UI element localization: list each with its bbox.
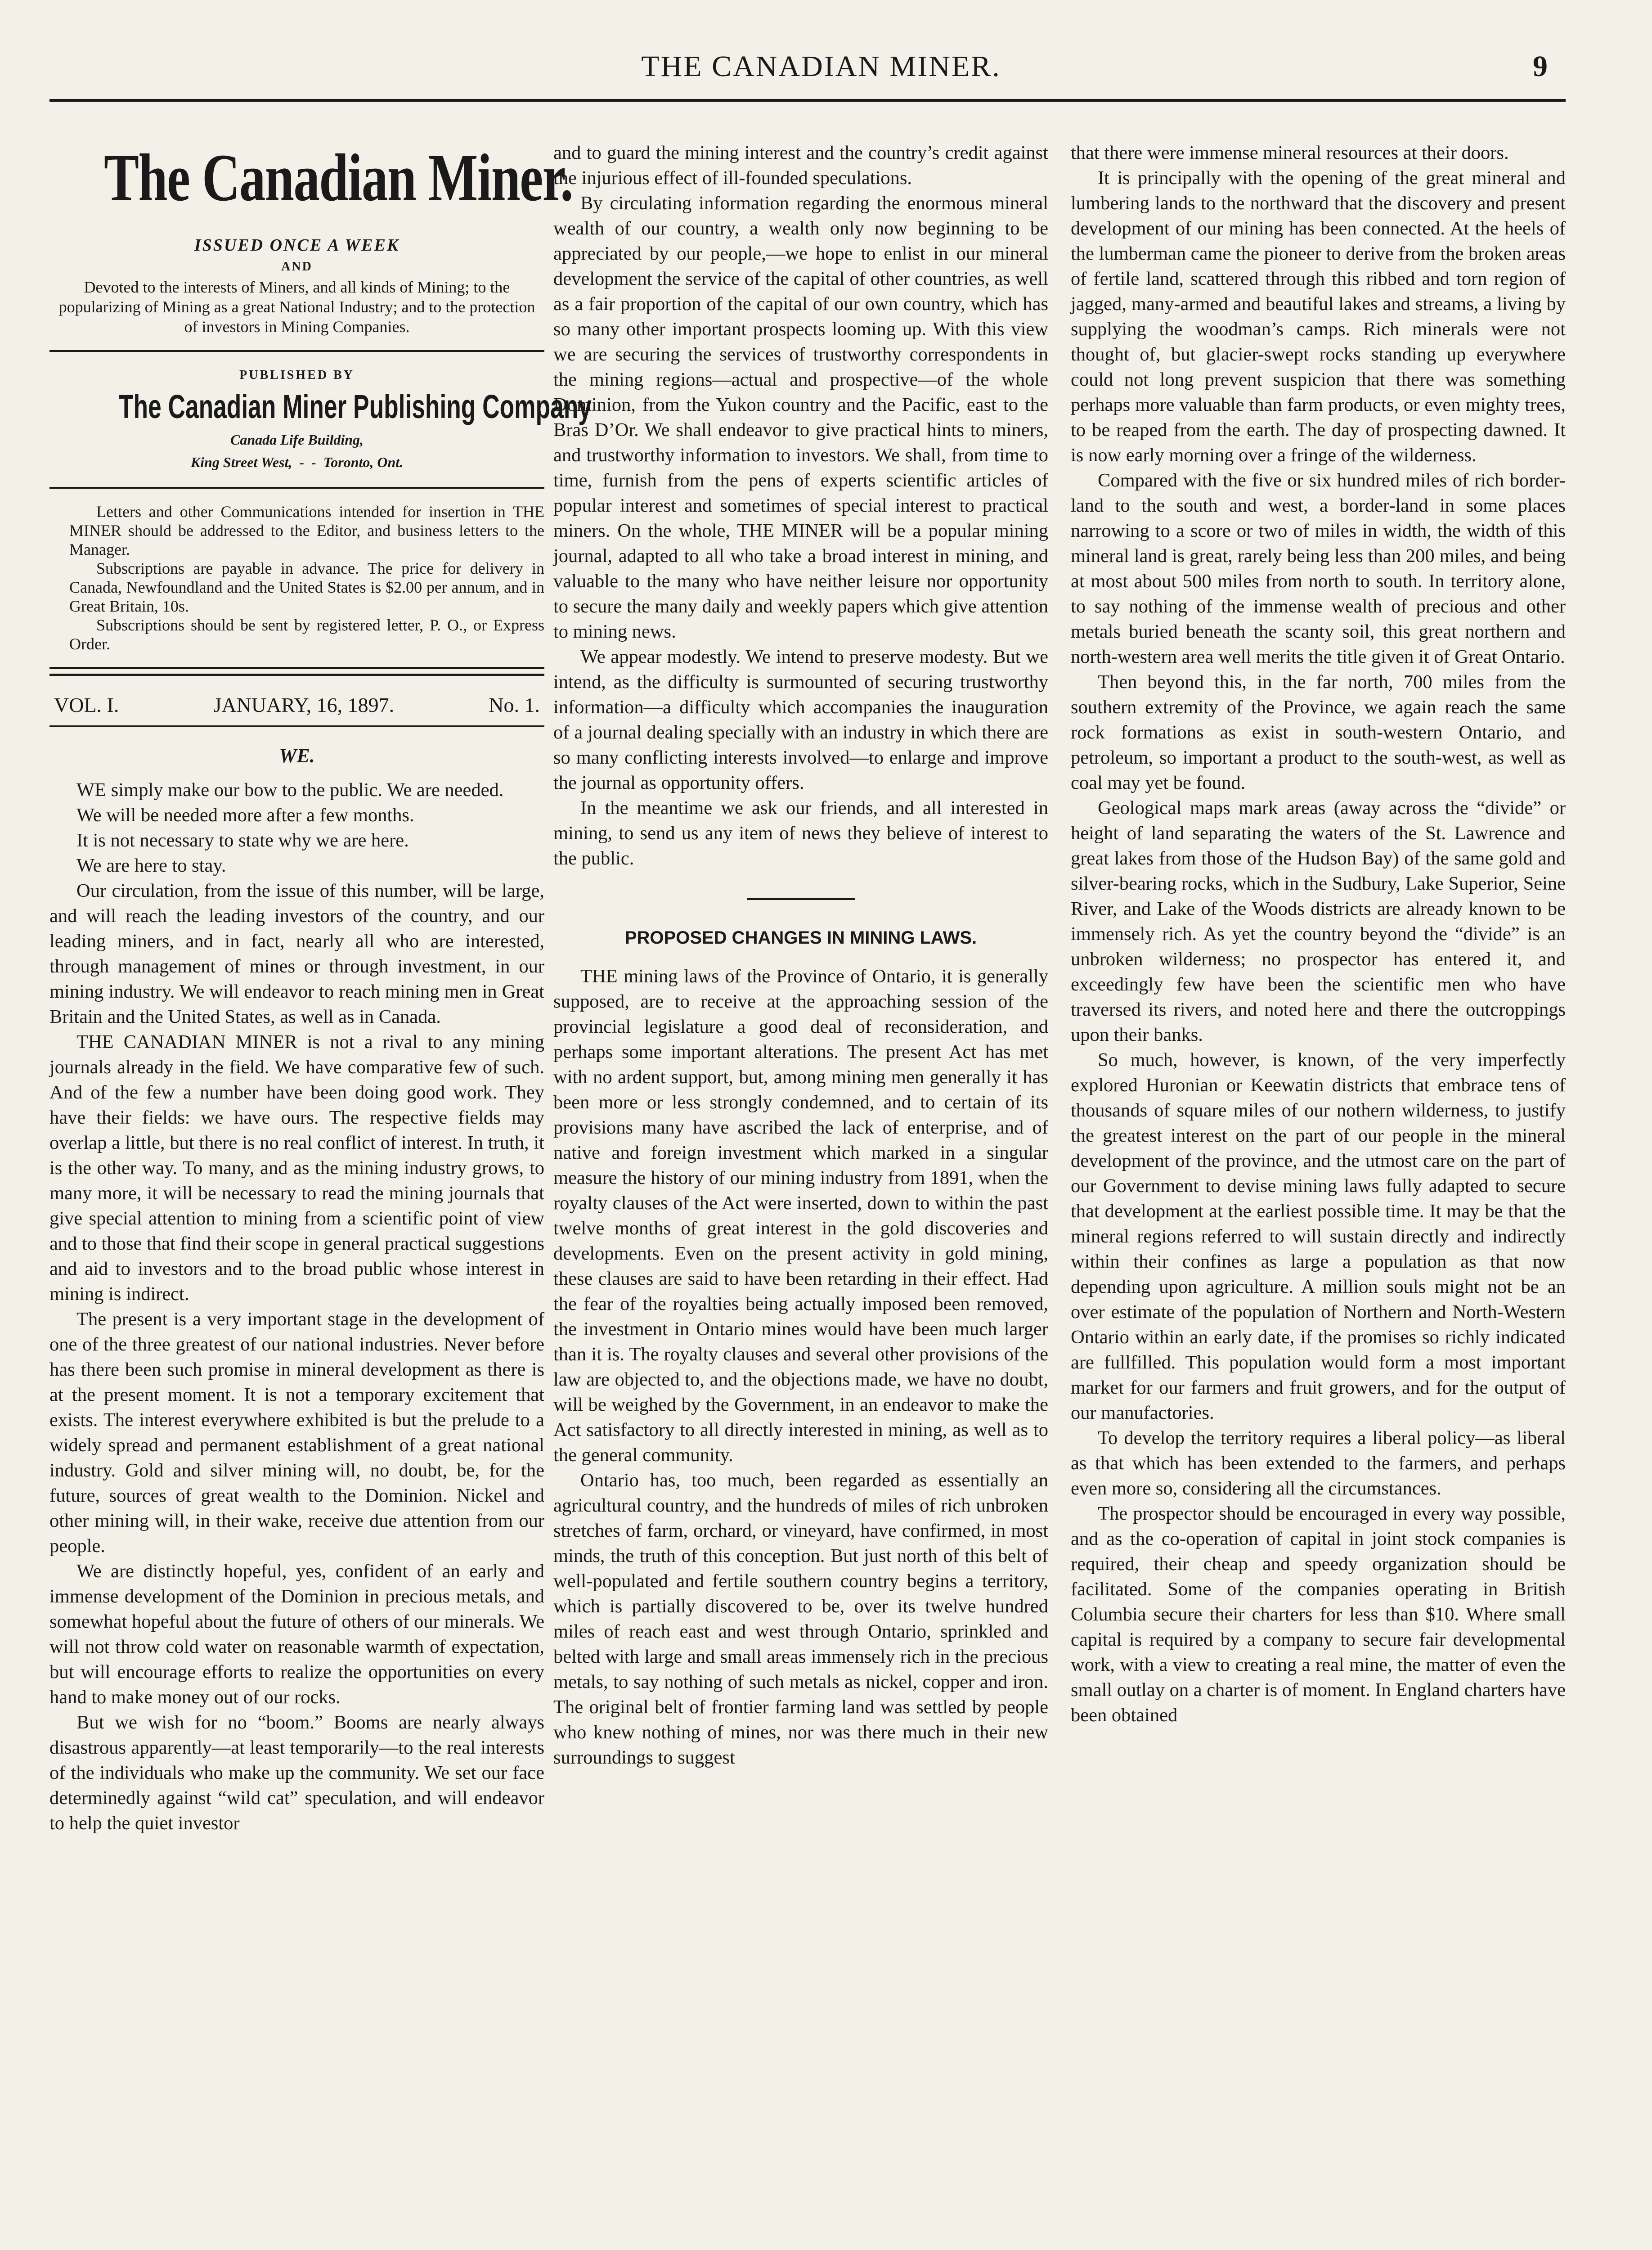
column-3	[1071, 140, 1566, 1728]
article-paragraph: To develop the territory requires a liberal policy—as liberal as that which has been extended to the farmers, and perhaps even more so, considering all the circumstances.	[1071, 1427, 1566, 1499]
publisher-building: Canada Life Building,	[230, 432, 364, 448]
article-we-heading: WE.	[279, 745, 315, 767]
article-paragraph: By circulating information regarding the enormous mineral wealth of our country, a wealth only now beginning to be appreciated by our people,—we hope to enlist in our mineral development the service of the capital of other countries, as well as a fair proportion of the capital of our own country, which has so many other important prospects looming up. With this view we are securing the services of trustworthy correspondents in the mining regions—actual and prospective—of the whole Dominion, from the Yukon country and the Pacific, east to the Bras D’Or. We shall endeavor to give practical hints to miners, and trustworthy information to investors. We shall, from time to time, furnish from the pens of experts scientific articles of popular interest and sometimes of special interest to practical miners. On the whole, THE MINER will be a popular mining journal, adapted to all who take a broad interest in mining, and valuable to the many who have neither leisure nor opportunity to secure the many daily and weekly papers which give attention to mining news.	[553, 193, 1048, 642]
article-paragraph: We will be needed more after a few months.	[76, 805, 414, 826]
article-paragraph: THE CANADIAN MINER is not a rival to any mining journals already in the field. We have comparative few of such. And of the few a number have been doing good work. They have their fields: we have ours. The respective fields may overlap a little, but there is no real conflict of interest. In truth, it is the other way. To many, and as the mining industry grows, to many more, it will be necessary to read the mining journals that give special attention to mining from a scientific point of view and to those that find their scope in general practical suggestions and aid to investors and to the broad public whose interest in mining is indirect.	[49, 1031, 544, 1305]
article-paragraph: But we wish for no “boom.” Booms are nearly always disastrous apparently—at least temporarily—to the real interests of the individuals who make up the community. We set our face determinedly against “wild cat” speculation, and will endeavor to help the quiet investor	[49, 1712, 544, 1834]
article-paragraph: It is not necessary to state why we are here.	[76, 830, 409, 851]
published-by-label: PUBLISHED BY	[239, 368, 355, 382]
and-label: AND	[281, 260, 313, 274]
article-paragraph: The prospector should be encouraged in every way possible, and as the co-operation of capital in joint stock companies is required, their cheap and speedy organization should be facilitated. Some of the companies operating in British Columbia secure their charters for less than $10. Where small capital is required by a company to secure fair developmental work, with a view to creating a real mine, the matter of even the small outlay on a charter is of moment. In England charters have been obtained	[1071, 1503, 1566, 1726]
masthead-rule	[49, 350, 544, 352]
article-paragraph: Our circulation, from the issue of this number, will be large, and will reach the leading investors of the country, and our leading miners, and in fact, nearly all who are interested, through management of mines or through investment, in our mining industry. We will endeavor to reach mining men in Great Britain and the United States, as well as in Canada.	[49, 880, 544, 1027]
address-rule	[49, 487, 544, 489]
volume-number: VOL. I.	[54, 693, 119, 716]
issue-number: No. 1.	[489, 693, 540, 716]
running-head	[0, 18, 1652, 108]
notice-letters: Letters and other Communications intended for insertion in THE MINER should be addressed to the Editor, and business letters to the Manager.	[69, 503, 544, 558]
publisher-address: King Street West, - - Toronto, Ont.	[190, 454, 404, 470]
volume-line	[49, 689, 544, 721]
article-paragraph: We are distinctly hopeful, yes, confident of an early and immense development of the Dominion in precious metals, and somewhat hopeful about the future of others of our minerals. We will not throw cold water on reasonable warmth of expectation, but will encourage efforts to realize the opportunities on every hand to make money out of our rocks.	[49, 1561, 544, 1708]
masthead-title: The Canadian Miner.	[104, 140, 573, 215]
article-paragraph: We appear modestly. We intend to preserve modesty. But we intend, as the difficulty is surmounted of securing trustworthy information—a difficulty which accompanies the inauguration of a journal dealing specially with an industry in which there are so many conflicting interests involved—to enlarge and improve the journal as opportunity offers.	[553, 646, 1048, 793]
notice-subscription-price: Subscriptions are payable in advance. The price for delivery in Canada, Newfoundland and the United States is $2.00 per annum, and in Great Britain, 10s.	[69, 559, 544, 615]
issued-once-a-week: ISSUED ONCE A WEEK	[194, 236, 400, 255]
article-paragraph: Compared with the five or six hundred miles of rich border-land to the south and west, a border-land in some places narrowing to a score or two of miles in width, the width of this mineral land is great, rarely being less than 200 miles, and being at most about 500 miles from north to south. In territory alone, to say nothing of the immense wealth of precious and other metals buried beneath the scanty soil, this great northern and north-western area well merits the title given it of Great Ontario.	[1071, 470, 1566, 667]
article-paragraph: In the meantime we ask our friends, and all interested in mining, to send us any item of news they believe of interest to the public.	[553, 797, 1048, 869]
article-paragraph: that there were immense mineral resources at their doors.	[1071, 142, 1509, 163]
article-paragraph: THE mining laws of the Province of Ontario, it is generally supposed, are to receive at the approaching session of the provincial legislature a good deal of reconsideration, and perhaps some important alterations. The present Act has met with no ardent support, but, among mining men generally it has been more or less strongly condemned, and to certain of its provisions many have ascribed the lack of enterprise, and of native and foreign investment which marked in a singular measure the history of our mining industry from 1891, when the royalty clauses of the Act were inserted, down to within the past twelve months of great interest in the gold discoveries and developments. Even on the present activity in gold mining, these clauses are said to have been retarding in their effect. Had the fear of the royalties being actually imposed been removed, the investment in Ontario mines would have been much larger than it is. The royalty clauses and several other provisions of the law are objected to, and the objections made, we have no doubt, will be weighed by the Government, in an endeavor to make the Act satisfactory to all directly interested in mining, as well as to the general community.	[553, 966, 1048, 1466]
article-paragraph: So much, however, is known, of the very imperfectly explored Huronian or Keewatin districts that embrace tens of thousands of square miles of our nothern wilderness, to justify the greatest interest on the part of our people in the mineral development of the province, and the utmost care on the part of our Government to devise mining laws fully adapted to secure that development at the earliest possible time. It may be that the mineral regions referred to will sustain directly and indirectly within their confines as large a population as that now depending upon agriculture. A million souls might not be an over estimate of the population of Northern and North-Western Ontario within an early date, if the promises so richly indicated are fullfilled. This population would form a most important market for our farmers and fruit growers, and for the output of our manufactories.	[1071, 1049, 1566, 1423]
volume-rule-bottom	[49, 725, 544, 727]
publisher-name: The Canadian Miner Publishing Company	[118, 388, 592, 425]
article-paragraph: We are here to stay.	[76, 855, 226, 876]
masthead	[49, 140, 592, 489]
article-paragraph: Geological maps mark areas (away across the “divide” or height of land separating the waters of the St. Lawrence and great lakes from those of the Hudson Bay) of the same gold and silver-bearing rocks, which in the Sudbury, Lake Superior, Seine River, and Lake of the Woods districts are already known to be immensely rich. As yet the country beyond the “divide” is an unbroken wilderness; no prospector has entered it, and exceedingly few have been the scientific men who have traversed its rivers, and noted here and there the outcroppings upon their banks.	[1071, 797, 1566, 1045]
notice-subscription-method: Subscriptions should be sent by registered letter, P. O., or Express Order.	[69, 616, 544, 653]
header-rule	[49, 99, 1566, 102]
running-head-title: THE CANADIAN MINER.	[641, 50, 1001, 83]
article-paragraph: Then beyond this, in the far north, 700 miles from the southern extremity of the Province, we again reach the same rock formations as exist in south-western Ontario, and petroleum, so important a product to the south-west, as well as coal may yet be found.	[1071, 671, 1566, 793]
page-number: 9	[1533, 50, 1548, 83]
article-paragraph: Ontario has, too much, been regarded as essentially an agricultural country, and the hundreds of miles of rich unbroken stretches of farm, orchard, or vineyard, have confirmed, in most minds, the truth of this conception. But just north of this belt of well-populated and fertile southern country begins a territory, which is partially discovered to be, over its twelve hundred miles of reach east and west through Ontario, sprinkled and belted with large and small areas immensely rich in the precious metals, to say nothing of such metals as nickel, copper and iron. The original belt of frontier farming land was settled by people who knew nothing of mines, nor was there much in their new surroundings to suggest	[553, 1470, 1048, 1768]
article-separator	[747, 898, 855, 900]
volume-rule-top	[49, 667, 544, 676]
devoted-statement: Devoted to the interests of Miners, and all kinds of Mining; to the popularizing of Mining as a great National Industry; and to the protection of investors in Mining Companies.	[58, 278, 535, 336]
article-paragraph: and to guard the mining interest and the country’s credit against the injurious effect of ill-founded speculations.	[553, 142, 1048, 189]
article-laws-heading: PROPOSED CHANGES IN MINING LAWS.	[624, 928, 977, 948]
column-1	[49, 135, 592, 1836]
article-paragraph: It is principally with the opening of the great mineral and lumbering lands to the northward that the discovery and present development of our mining has been connected. At the heels of the lumberman came the pioneer to derive from the broken areas of fertile land, scattered through this ribbed and torn region of jagged, many-armed and beautiful lakes and streams, a living by supplying the woodman’s camps. Rich minerals were not thought of, but glacier-swept rocks standing up everywhere could not long prevent suspicion that there was something perhaps more valuable than farm products, or even mighty trees, to be reaped from the earth. The day of prospecting dawned. It is now early morning over a fringe of the wilderness.	[1071, 167, 1566, 466]
article-paragraph: The present is a very important stage in the development of one of the three greatest of our national industries. Never before has there been such promise in mineral development as there is at the present moment. It is not a temporary excitement that exists. The interest everywhere exhibited is but the prelude to a widely spread and permanent establishment of a great national industry. Gold and silver mining will, no doubt, be, for the future, sources of great wealth to the Dominion. Nickel and other mining will, in their wake, receive due attention from our people.	[49, 1309, 544, 1557]
column-2	[553, 140, 1048, 1770]
issue-date: JANUARY, 16, 1897.	[213, 693, 395, 716]
article-paragraph: WE simply make our bow to the public. We are needed.	[76, 779, 504, 801]
